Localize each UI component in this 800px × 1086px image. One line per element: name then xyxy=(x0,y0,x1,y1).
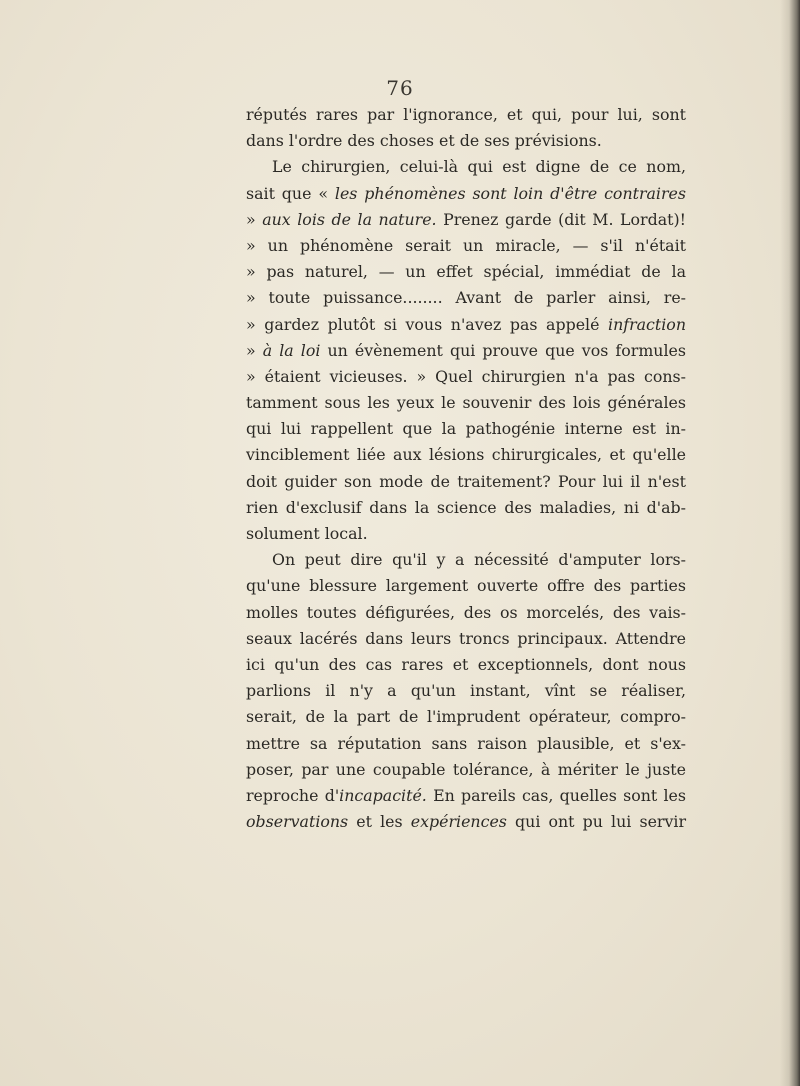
text-line xyxy=(246,783,686,809)
text-run: doit guider son mode de traitement? Pour lui il n'est xyxy=(246,471,686,491)
text-run: On peut dire qu'il y a nécessité d'amputer lors- xyxy=(272,550,686,570)
text-line xyxy=(246,521,686,547)
text-run: seaux lacérés dans leurs troncs principaux. Attendre xyxy=(246,628,686,648)
page-edge-shadow xyxy=(780,0,800,1086)
italic-text: aux lois de la nature. xyxy=(262,209,437,229)
text-line xyxy=(246,469,686,495)
text-run: tamment sous les yeux le souvenir des lois générales xyxy=(246,393,686,413)
text-run: Le chirurgien, celui-là qui est digne de ce nom, xyxy=(272,157,686,177)
italic-text: les phénomènes sont loin d'être contraires xyxy=(334,183,686,203)
quote-mark: » xyxy=(246,314,256,334)
text-line xyxy=(246,102,686,128)
italic-text: à la loi xyxy=(262,340,321,360)
text-line xyxy=(246,547,686,573)
text-run: parlions il n'y a qu'un instant, vînt se réaliser, xyxy=(246,681,686,701)
italic-text: infraction xyxy=(608,314,686,334)
text-run: serait, de la part de l'imprudent opérateur, compro- xyxy=(246,707,686,727)
text-line xyxy=(246,233,686,259)
text-line xyxy=(246,128,686,154)
text-run: réputés rares par l'ignorance, et qui, pour lui, sont xyxy=(246,105,686,124)
text-run: rien d'exclusif dans la science des maladies, ni d'ab- xyxy=(246,497,686,517)
quote-mark: » xyxy=(246,209,256,229)
text-line xyxy=(246,809,686,835)
text-run xyxy=(256,341,263,360)
text-run: qu'une blessure largement ouverte offre des parties xyxy=(246,576,686,596)
italic-text: incapacité. xyxy=(339,785,427,805)
text-run: reproche d' xyxy=(246,785,340,805)
text-run: qui lui rappellent que la pathogénie interne est in- xyxy=(246,419,686,439)
text-line xyxy=(246,181,686,207)
text-line xyxy=(246,416,686,442)
text-run: toute puissance........ Avant de parler ainsi, re- xyxy=(255,288,686,308)
text-line xyxy=(246,390,686,416)
text-run: un phénomène serait un miracle, — s'il n'était xyxy=(255,235,686,255)
text-run: En pareils cas, quelles sont les xyxy=(426,785,686,805)
text-run: solument local. xyxy=(246,524,368,543)
italic-text: expériences xyxy=(410,812,507,832)
quote-mark: » xyxy=(246,340,256,360)
text-line xyxy=(246,364,686,390)
text-run: ici qu'un des cas rares et exceptionnels, dont nous xyxy=(246,654,686,674)
text-run: un évènement qui prouve que vos formules xyxy=(320,340,686,360)
text-line xyxy=(246,285,686,311)
text-line xyxy=(246,442,686,468)
italic-text: observations xyxy=(246,812,349,832)
text-line xyxy=(246,626,686,652)
text-run: pas naturel, — un effet spécial, immédiat de la xyxy=(255,262,686,282)
text-run: gardez plutôt si vous n'avez pas appelé xyxy=(255,314,609,334)
text-run: qui ont pu lui servir xyxy=(506,812,686,832)
text-run: sait que « xyxy=(246,183,335,203)
text-run: vinciblement liée aux lésions chirurgicales, et qu'elle xyxy=(246,445,686,465)
text-line xyxy=(246,600,686,626)
quote-mark: » xyxy=(246,235,256,255)
text-line xyxy=(246,573,686,599)
quote-mark: » xyxy=(246,288,256,308)
body-text xyxy=(246,102,686,835)
text-line xyxy=(246,312,686,338)
text-line xyxy=(246,338,686,364)
text-line xyxy=(246,207,686,233)
text-run: dans l'ordre des choses et de ses prévisions. xyxy=(246,131,602,151)
text-run: Prenez garde (dit M. Lordat)! xyxy=(436,209,686,229)
text-run: et les xyxy=(348,812,411,832)
text-line xyxy=(246,757,686,783)
text-run: poser, par une coupable tolérance, à mériter le juste xyxy=(246,759,686,779)
text-run: molles toutes défigurées, des os morcelés, des vais- xyxy=(246,602,686,622)
text-line xyxy=(246,731,686,757)
text-line xyxy=(246,652,686,678)
text-run: mettre sa réputation sans raison plausible, et s'ex- xyxy=(246,733,686,753)
text-line xyxy=(246,154,686,180)
page-number: 76 xyxy=(386,76,414,100)
quote-mark: » xyxy=(246,262,256,282)
quote-mark: » xyxy=(246,366,256,386)
text-line xyxy=(246,259,686,285)
text-run: étaient vicieuses. » Quel chirurgien n'a pas cons- xyxy=(255,366,686,386)
text-line xyxy=(246,495,686,521)
text-line xyxy=(246,678,686,704)
text-line xyxy=(246,704,686,730)
